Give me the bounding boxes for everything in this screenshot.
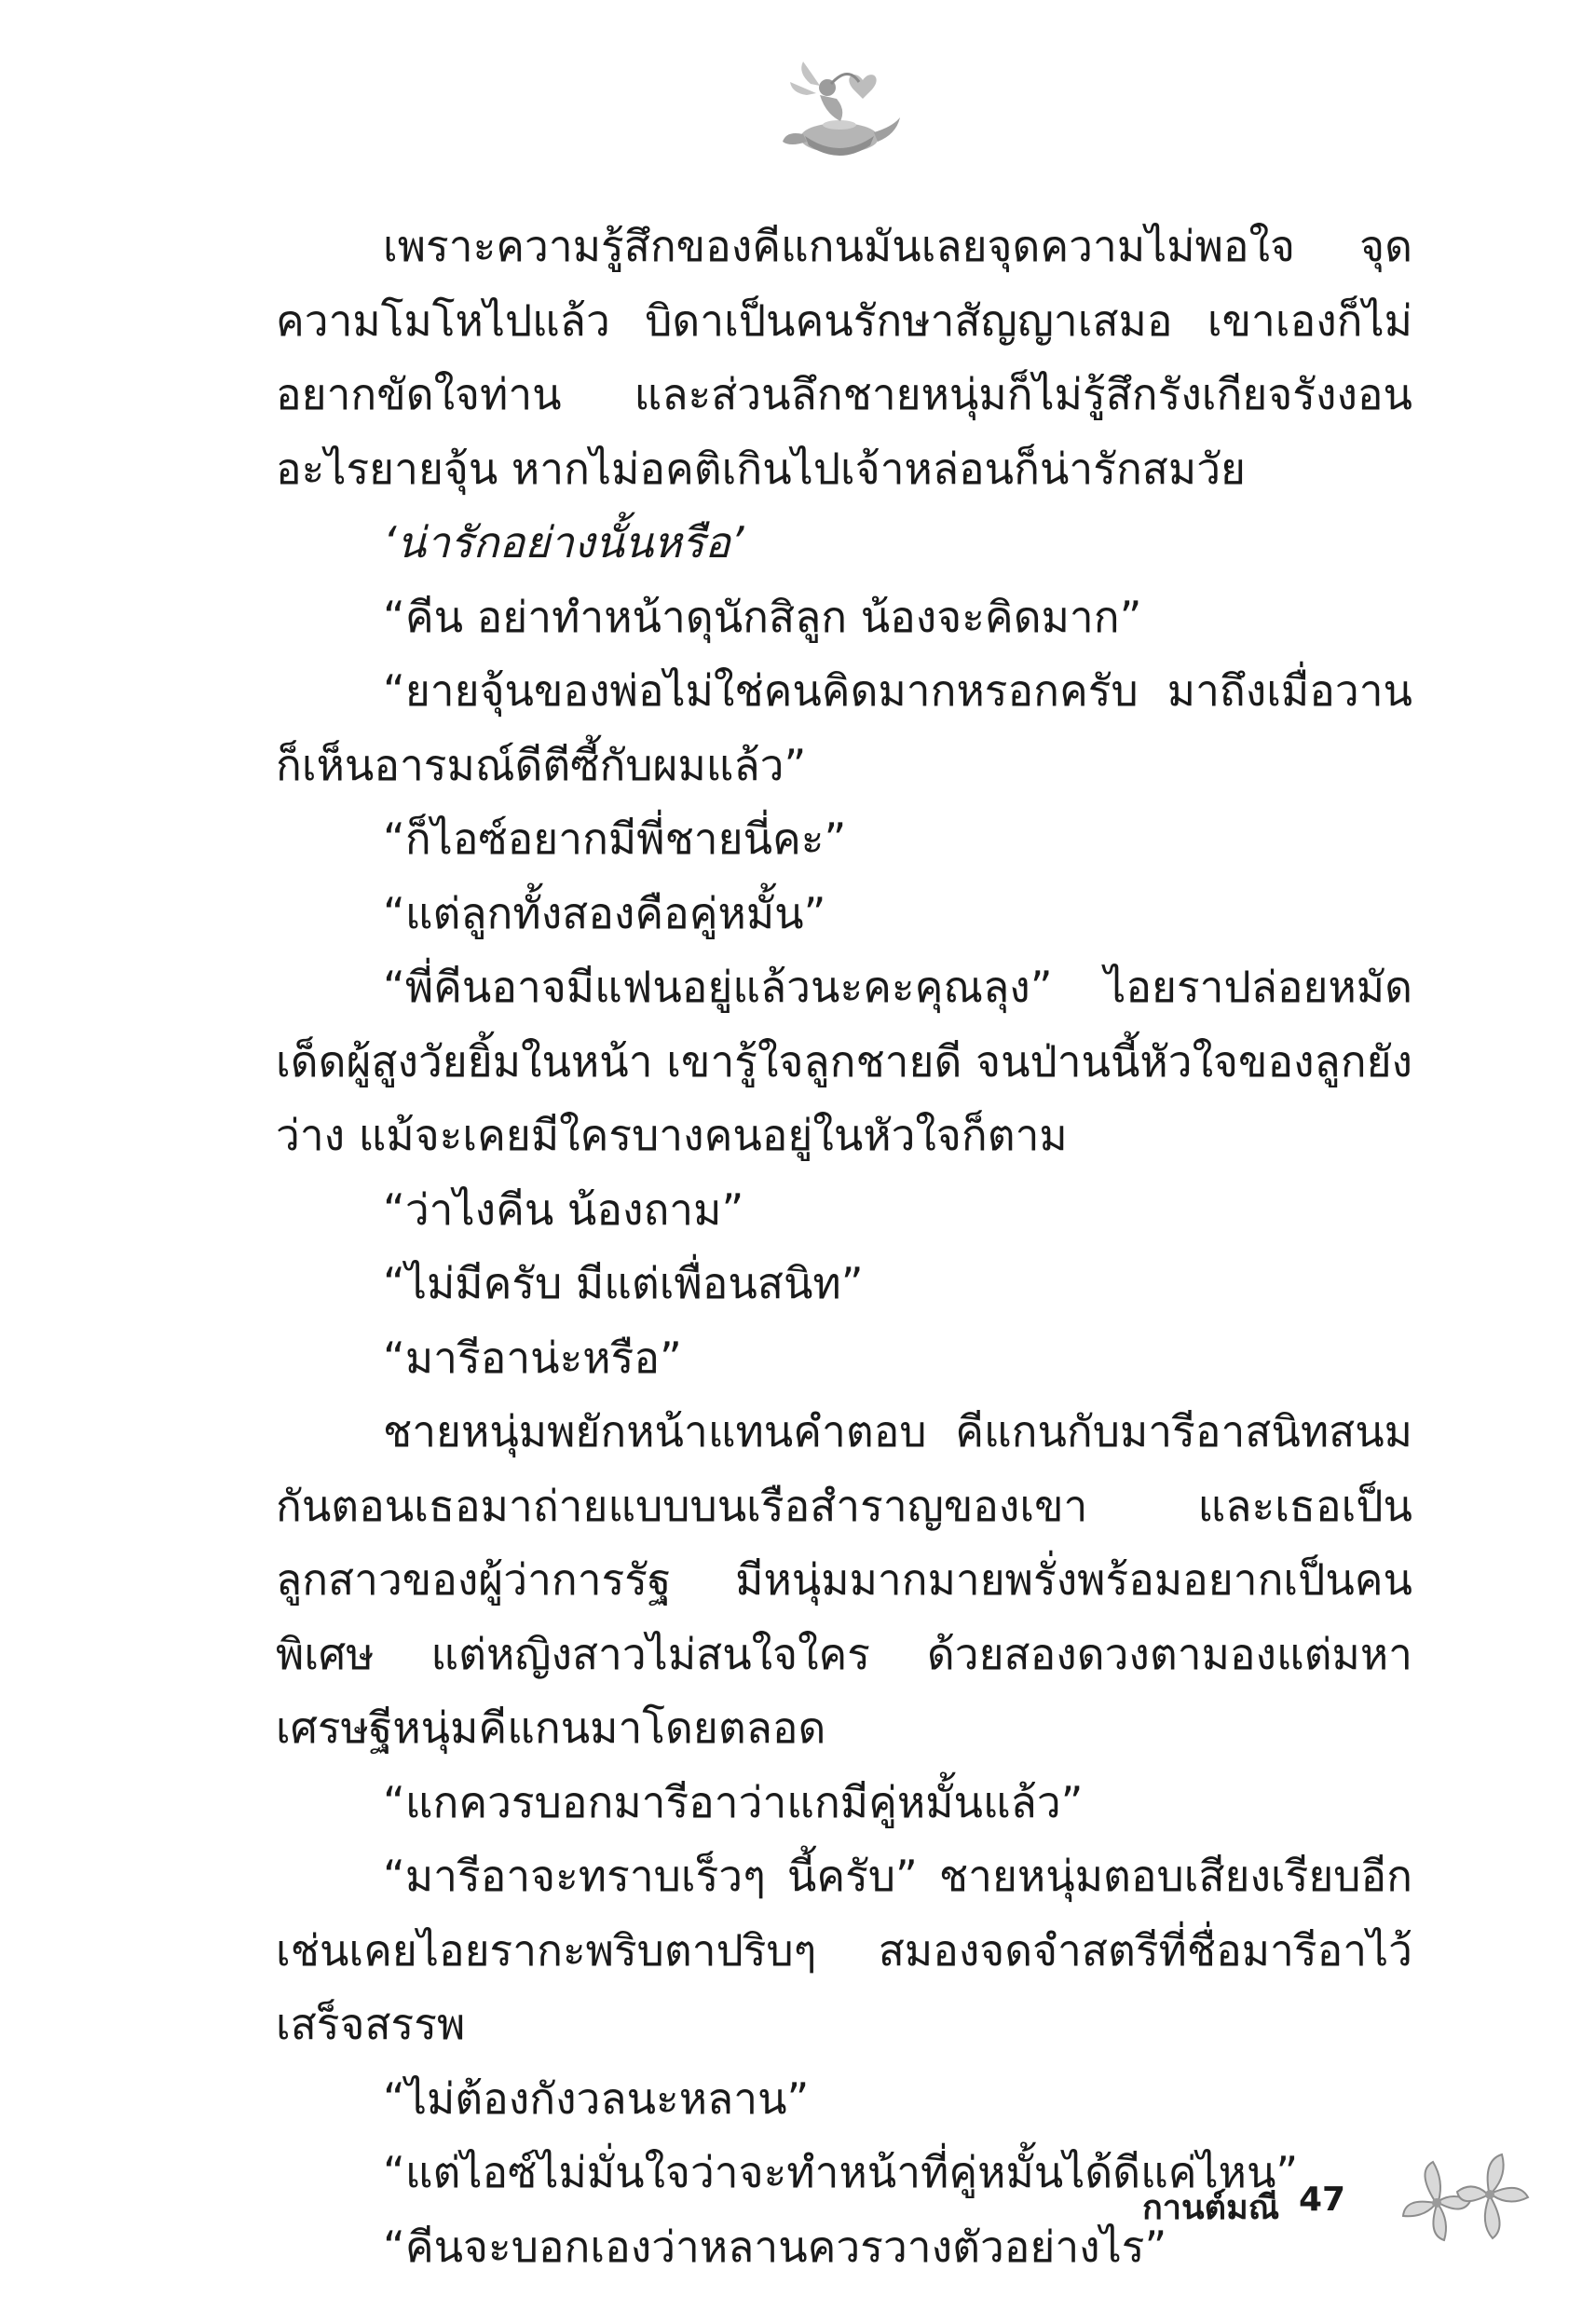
paragraph: “ก็ไอซ์อยากมีพี่ชายนี่คะ”	[383, 814, 847, 864]
paragraph: “แกควรบอกมารีอาว่าแกมีคู่หมั้นแล้ว”	[383, 1776, 1084, 1827]
paragraph: “ว่าไงคีน น้องถาม”	[383, 1183, 744, 1235]
cupid-teapot-icon	[770, 56, 909, 168]
paragraph: “คีน อย่าทำหน้าดุนักสิลูก น้องจะคิดมาก”	[383, 591, 1142, 642]
paragraph: “ยายจุ้นของพ่อไม่ใช่คนคิดมากหรอกครับ มาถึงเมื่อวานก็เห็นอารมณ์ดีตีซี้กับผมแล้ว”	[276, 665, 1412, 790]
body-text	[276, 210, 1412, 2284]
paragraph: “แต่ไอซ์ไม่มั่นใจว่าจะทำหน้าที่คู่หมั้นได้ดีแค่ไหน”	[383, 2147, 1299, 2197]
paragraph: “ไม่มีครับ มีแต่เพื่อนสนิท”	[383, 1258, 864, 1308]
book-title: กานต์มณี	[1142, 2189, 1280, 2227]
paragraph: “มารีอาจะทราบเร็วๆ นี้ครับ” ชายหนุ่มตอบเสียงเรียบอีกเช่นเคยไอยรากะพริบตาปริบๆ สมองจดจำสตรีที่ชื่อมารีอาไว้เสร็จสรรพ	[276, 1851, 1412, 2049]
paragraph: “มารีอาน่ะหรือ”	[383, 1332, 682, 1383]
paragraph: “คีนจะบอกเองว่าหลานควรวางตัวอย่างไร”	[383, 2221, 1167, 2272]
paragraph: ‘น่ารักอย่างนั้นหรือ’	[383, 517, 744, 567]
paragraph: เพราะความรู้สึกของคีแกนมันเลยจุดความไม่พอใจ จุดความโมโหไปแล้ว บิดาเป็นคนรักษาสัญญาเสมอ เขาเองก็ไม่อยากขัดใจท่าน และส่วนลึกชายหนุ่มก็ไม่รู้สึกรังเกียจรังงอนอะไรยายจุ้น หากไม่อคติเกินไปเจ้าหล่อนก็น่ารักสมวัย	[276, 221, 1412, 494]
flower-cluster-icon	[1379, 2143, 1537, 2264]
paragraph: “พี่คีนอาจมีแฟนอยู่แล้วนะคะคุณลุง” ไอยราปล่อยหมัดเด็ดผู้สูงวัยยิ้มในหน้า เขารู้ใจลูกชายดี จนป่านนี้หัวใจของลูกยังว่าง แม้จะเคยมีใครบางคนอยู่ในหัวใจก็ตาม	[276, 962, 1412, 1160]
paragraph: “แต่ลูกทั้งสองคือคู่หมั้น”	[383, 887, 826, 938]
paragraph: “ไม่ต้องกังวลนะหลาน”	[383, 2072, 810, 2124]
page-footer	[1099, 2143, 1565, 2274]
paragraph: ชายหนุ่มพยักหน้าแทนคำตอบ คีแกนกับมารีอาสนิทสนมกันตอนเธอมาถ่ายแบบบนเรือสำราญของเขา และเธอเป็นลูกสาวของผู้ว่าการรัฐ มีหนุ่มมากมายพรั่งพร้อมอยากเป็นคนพิเศษ แต่หญิงสาวไม่สนใจใคร ด้วยสองดวงตามองแต่มหาเศรษฐีหนุ่มคีแกนมาโดยตลอด	[276, 1406, 1412, 1753]
page-number: 47	[1299, 2181, 1346, 2219]
